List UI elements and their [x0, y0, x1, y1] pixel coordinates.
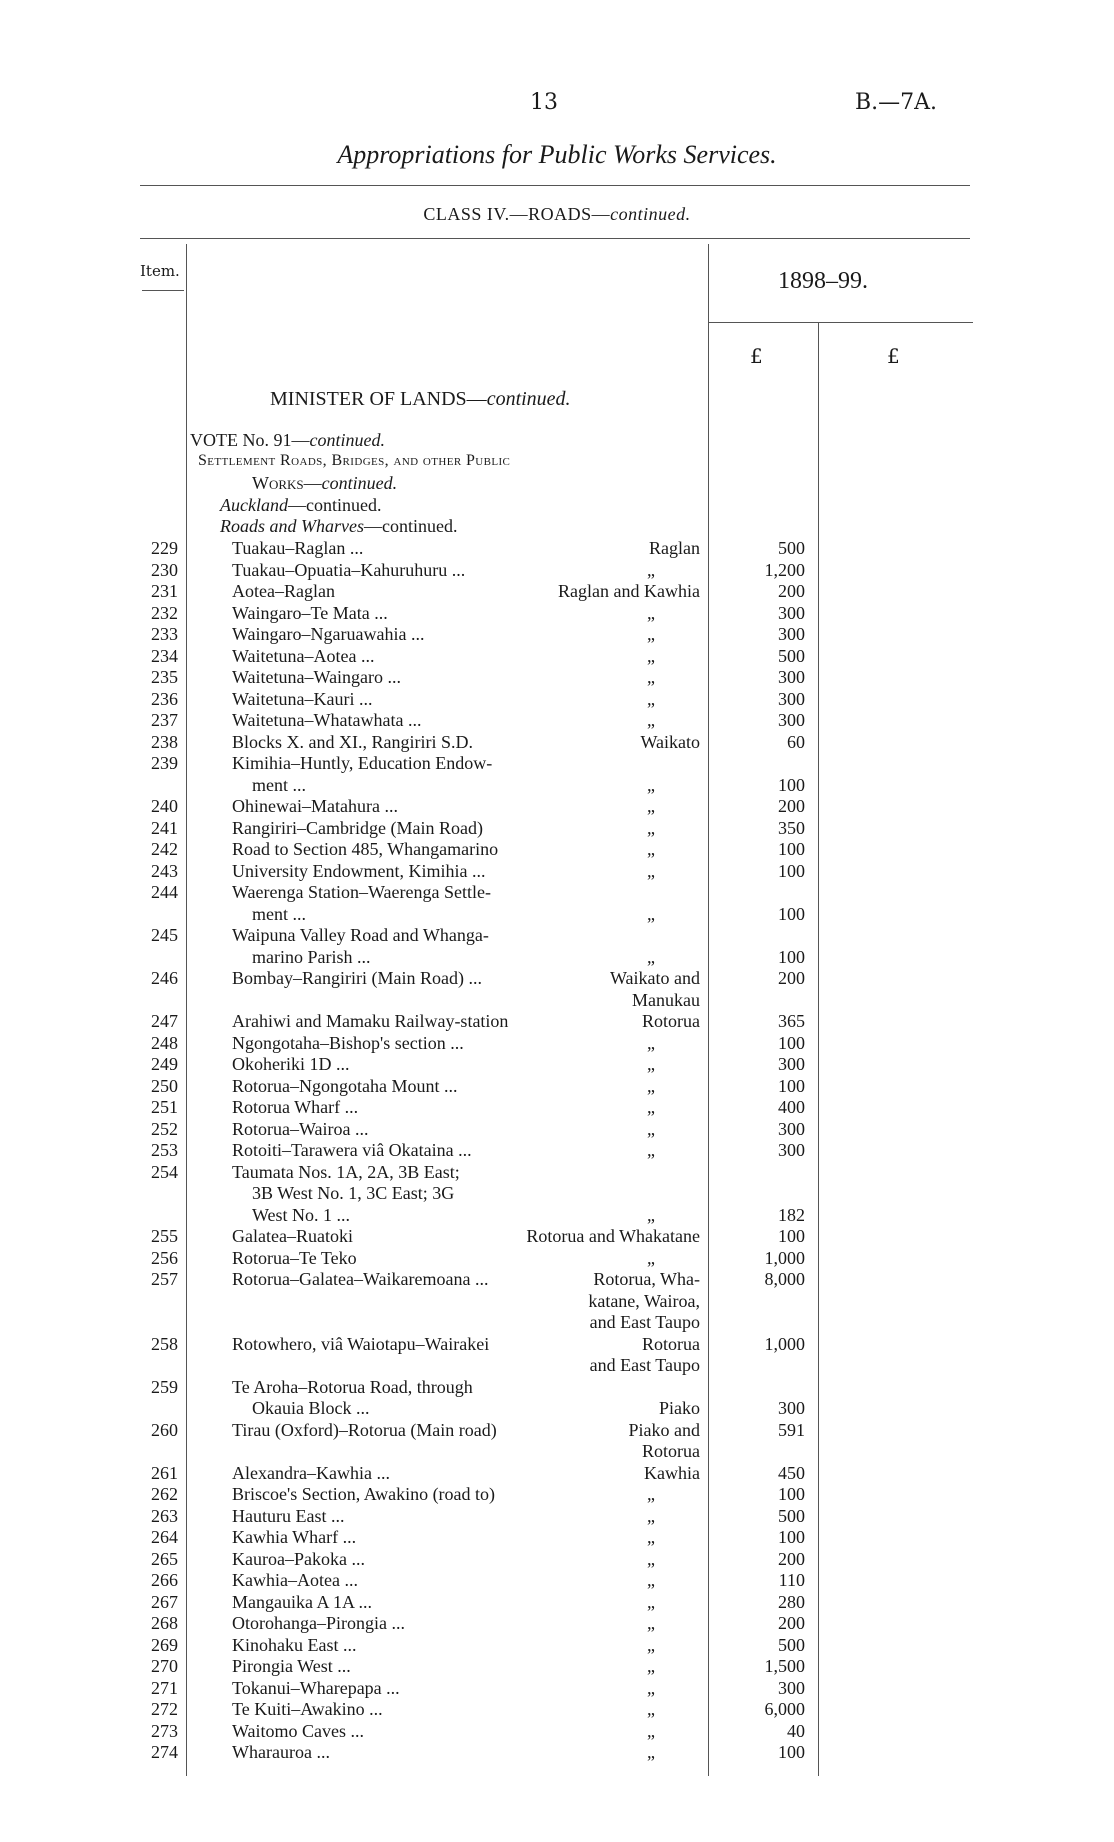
- amount: 400: [778, 1097, 805, 1117]
- electorate: „: [647, 1527, 655, 1547]
- electorate: „: [647, 688, 655, 709]
- table-row: [0, 1162, 1114, 1227]
- item-number: 273: [151, 1720, 178, 1741]
- amount: 100: [778, 1075, 805, 1096]
- item-number: 248: [151, 1032, 178, 1053]
- item-number: 246: [151, 968, 178, 988]
- table-row: [0, 710, 1114, 732]
- electorate: „: [647, 1548, 655, 1569]
- subsection-name: Roads and Wharves: [220, 516, 364, 536]
- year-header-rule: [708, 322, 973, 323]
- road-name: University Endowment, Kimihia ...: [232, 860, 486, 881]
- item-number: 231: [151, 581, 178, 601]
- document-reference: B.—7A.: [855, 90, 938, 115]
- road-name: Wharauroa ...: [232, 1742, 330, 1762]
- item-number: 263: [151, 1505, 178, 1526]
- amount: 200: [778, 581, 805, 601]
- table-row: [0, 1699, 1114, 1721]
- road-name: Aotea–Raglan: [232, 581, 335, 601]
- item-number: 267: [151, 1591, 178, 1612]
- table-row: [0, 861, 1114, 883]
- electorate: „: [647, 1656, 655, 1676]
- electorate: „: [647, 1247, 655, 1268]
- table-row: [0, 1269, 1114, 1334]
- electorate: „: [647, 1591, 655, 1612]
- settlement-heading-works: Works—: [252, 473, 322, 493]
- item-number: 258: [151, 1333, 178, 1354]
- road-name: Waitetuna–Whatawhata ...: [232, 710, 422, 730]
- page-number: 13: [530, 90, 558, 115]
- amount: 300: [778, 667, 805, 687]
- amount: 100: [778, 1032, 805, 1053]
- table-row: [0, 753, 1114, 796]
- road-name: Taumata Nos. 1A, 2A, 3B East;: [232, 1161, 460, 1182]
- electorate: „: [647, 774, 655, 795]
- item-number: 253: [151, 1140, 178, 1160]
- road-name: Bombay–Rangiriri (Main Road) ...: [232, 968, 482, 988]
- amount: 1,200: [764, 559, 805, 580]
- district-name: Auckland: [220, 495, 288, 515]
- road-name: Te Kuiti–Awakino ...: [232, 1699, 383, 1719]
- item-number: 256: [151, 1247, 178, 1268]
- electorate: Manukau: [632, 989, 700, 1010]
- item-number: 265: [151, 1548, 178, 1569]
- amount: 280: [778, 1591, 805, 1612]
- electorate: „: [647, 559, 655, 580]
- item-number: 242: [151, 839, 178, 859]
- table-row: [0, 1506, 1114, 1528]
- road-name: Tuakau–Opuatia–Kahuruhuru ...: [232, 559, 466, 580]
- road-name: Ohinewai–Matahura ...: [232, 796, 398, 816]
- title-rule: [140, 185, 970, 186]
- table-row: [0, 1076, 1114, 1098]
- item-number: 272: [151, 1699, 178, 1719]
- road-name: Kinohaku East ...: [232, 1634, 357, 1655]
- electorate: „: [647, 817, 655, 838]
- road-name: Waerenga Station–Waerenga Settle-: [232, 882, 491, 902]
- subsection-continued: —continued.: [363, 516, 458, 536]
- amount: 100: [778, 774, 805, 795]
- vote-heading: [190, 430, 385, 451]
- item-number: 244: [151, 882, 178, 902]
- item-number: 266: [151, 1570, 178, 1590]
- table-row: [0, 1635, 1114, 1657]
- amount: 300: [778, 1677, 805, 1698]
- item-number: 235: [151, 667, 178, 687]
- item-number: 254: [151, 1161, 178, 1182]
- table-row: [0, 1226, 1114, 1248]
- electorate: „: [647, 1505, 655, 1526]
- table-row: [0, 1097, 1114, 1119]
- electorate: Piako and: [628, 1419, 700, 1440]
- table-row: [0, 560, 1114, 582]
- page-title: Appropriations for Public Works Services.: [337, 140, 777, 169]
- road-name: Te Aroha–Rotorua Road, through: [232, 1376, 473, 1397]
- year-column-header: 1898–99.: [778, 268, 868, 294]
- table-row: [0, 1721, 1114, 1743]
- settlement-heading-line1: Settlement Roads, Bridges, and other Public: [198, 452, 511, 469]
- road-name: Kawhia Wharf ...: [232, 1527, 357, 1547]
- electorate: „: [647, 903, 655, 924]
- item-number: 261: [151, 1462, 178, 1483]
- electorate: Raglan: [649, 538, 700, 558]
- vote-heading-text: VOTE No. 91—: [190, 430, 310, 450]
- table-row: [0, 1334, 1114, 1377]
- item-number: 262: [151, 1484, 178, 1504]
- amount: 40: [787, 1720, 805, 1741]
- currency-symbol-2: £: [887, 344, 900, 368]
- electorate: „: [647, 1118, 655, 1139]
- table-row: [0, 1140, 1114, 1162]
- amount: 100: [778, 1484, 805, 1504]
- item-number: 264: [151, 1527, 178, 1547]
- item-number: 229: [151, 538, 178, 558]
- amount: 200: [778, 1548, 805, 1569]
- road-name: Galatea–Ruatoki: [232, 1226, 353, 1246]
- item-number: 251: [151, 1097, 178, 1117]
- road-name: Rotorua–Wairoa ...: [232, 1118, 369, 1139]
- electorate: Waikato: [640, 731, 700, 752]
- item-number: 268: [151, 1613, 178, 1633]
- item-number: 234: [151, 645, 178, 666]
- electorate: Rotorua: [642, 1441, 700, 1461]
- item-number: 250: [151, 1075, 178, 1096]
- road-name: Alexandra–Kawhia ...: [232, 1462, 390, 1483]
- road-name: Waipuna Valley Road and Whanga-: [232, 925, 489, 945]
- table-row: [0, 1033, 1114, 1055]
- table-row: [0, 581, 1114, 603]
- road-name: Kimihia–Huntly, Education Endow-: [232, 753, 493, 773]
- electorate: Rotorua: [642, 1333, 700, 1354]
- amount: 300: [778, 1054, 805, 1074]
- electorate: Kawhia: [644, 1462, 700, 1483]
- road-name: Okauia Block ...: [252, 1398, 370, 1418]
- amount: 500: [778, 645, 805, 666]
- electorate: Raglan and Kawhia: [558, 581, 700, 601]
- amount: 300: [778, 710, 805, 730]
- item-number: 255: [151, 1226, 178, 1246]
- amount: 300: [778, 688, 805, 709]
- amount: 1,000: [764, 1333, 805, 1354]
- amount: 300: [778, 624, 805, 644]
- electorate: „: [647, 667, 655, 687]
- amount: 8,000: [764, 1269, 805, 1289]
- item-number: 245: [151, 925, 178, 945]
- item-number: 247: [151, 1011, 178, 1031]
- amount: 450: [778, 1462, 805, 1483]
- table-row: [0, 818, 1114, 840]
- road-name: marino Parish ...: [252, 946, 371, 967]
- road-name: Rotorua–Ngongotaha Mount ...: [232, 1075, 458, 1096]
- amount: 100: [778, 839, 805, 859]
- electorate: „: [647, 1677, 655, 1698]
- table-row: [0, 1119, 1114, 1141]
- table-row: [0, 968, 1114, 1011]
- item-number: 260: [151, 1419, 178, 1440]
- amount: 365: [778, 1011, 805, 1031]
- item-number: 237: [151, 710, 178, 730]
- table-row: [0, 732, 1114, 754]
- settlement-heading-line2: [252, 473, 397, 494]
- item-number: 257: [151, 1269, 178, 1289]
- amount: 100: [778, 903, 805, 924]
- item-number: 236: [151, 688, 178, 709]
- table-row: [0, 1656, 1114, 1678]
- amount: 300: [778, 1140, 805, 1160]
- road-name: Hauturu East ...: [232, 1505, 345, 1526]
- electorate: „: [647, 1097, 655, 1117]
- item-number: 270: [151, 1656, 178, 1676]
- road-name: Rotorua–Galatea–Waikaremoana ...: [232, 1269, 489, 1289]
- road-name: 3B West No. 1, 3C East; 3G: [252, 1183, 455, 1203]
- road-name: Waitetuna–Aotea ...: [232, 645, 375, 666]
- table-row: [0, 1377, 1114, 1420]
- road-name: Rotorua Wharf ...: [232, 1097, 359, 1117]
- road-name: Otorohanga–Pirongia ...: [232, 1613, 405, 1633]
- table-row: [0, 538, 1114, 560]
- item-number: 230: [151, 559, 178, 580]
- table-row: [0, 1570, 1114, 1592]
- district-continued: —continued.: [287, 495, 382, 515]
- road-name: Ngongotaha–Bishop's section ...: [232, 1032, 464, 1053]
- item-number: 269: [151, 1634, 178, 1655]
- road-name: Arahiwi and Mamaku Railway-station: [232, 1011, 509, 1031]
- table-row: [0, 1420, 1114, 1463]
- item-number: 233: [151, 624, 178, 644]
- item-number: 259: [151, 1376, 178, 1397]
- amount: 300: [778, 1398, 805, 1418]
- table-row: [0, 796, 1114, 818]
- amount: 300: [778, 1118, 805, 1139]
- road-name: West No. 1 ...: [252, 1204, 351, 1225]
- road-name: Waingaro–Ngaruawahia ...: [232, 624, 425, 644]
- electorate: „: [647, 710, 655, 730]
- electorate: „: [647, 1613, 655, 1633]
- amount: 591: [778, 1419, 805, 1440]
- settlement-heading-continued: continued.: [321, 473, 398, 493]
- electorate: „: [647, 1140, 655, 1160]
- electorate: „: [647, 860, 655, 881]
- vote-heading-continued: continued.: [309, 430, 385, 450]
- road-name: ment ...: [252, 903, 306, 924]
- table-row: [0, 1742, 1114, 1764]
- road-name: Okoheriki 1D ...: [232, 1054, 350, 1074]
- electorate: „: [647, 645, 655, 666]
- table-row: [0, 646, 1114, 668]
- road-name: Road to Section 485, Whangamarino: [232, 839, 499, 859]
- item-number: 274: [151, 1742, 178, 1762]
- road-name: Kauroa–Pakoka ...: [232, 1548, 365, 1569]
- amount: 200: [778, 968, 805, 988]
- road-name: Blocks X. and XI., Rangiriri S.D.: [232, 731, 473, 752]
- district-heading: [220, 495, 381, 516]
- table-row: [0, 667, 1114, 689]
- electorate: Rotorua and Whakatane: [526, 1226, 700, 1246]
- table-row: [0, 1592, 1114, 1614]
- table-row: [0, 882, 1114, 925]
- amount: 110: [778, 1570, 805, 1590]
- amount: 1,000: [764, 1247, 805, 1268]
- table-row: [0, 1613, 1114, 1635]
- amount: 60: [787, 731, 805, 752]
- electorate: „: [647, 1204, 655, 1225]
- item-number: 238: [151, 731, 178, 752]
- table-row: [0, 1054, 1114, 1076]
- table-row: [0, 925, 1114, 968]
- road-name: Rotowhero, viâ Waiotapu–Wairakei: [232, 1333, 490, 1354]
- amount: 1,500: [764, 1656, 805, 1676]
- item-number: 252: [151, 1118, 178, 1139]
- road-name: Tuakau–Raglan ...: [232, 538, 364, 558]
- amount: 6,000: [764, 1699, 805, 1719]
- item-number: 271: [151, 1677, 178, 1698]
- item-number: 240: [151, 796, 178, 816]
- road-name: Mangauika A 1A ...: [232, 1591, 372, 1612]
- table-row: [0, 1678, 1114, 1700]
- table-row: [0, 1484, 1114, 1506]
- electorate: „: [647, 946, 655, 967]
- table-row: [0, 603, 1114, 625]
- electorate: „: [647, 1484, 655, 1504]
- item-column-header: Item.: [140, 262, 180, 280]
- road-name: Rotorua–Te Teko: [232, 1247, 357, 1268]
- table-row: [0, 689, 1114, 711]
- electorate: „: [647, 1032, 655, 1053]
- road-name: Waitomo Caves ...: [232, 1720, 365, 1741]
- amount: 100: [778, 1226, 805, 1246]
- electorate: and East Taupo: [589, 1355, 700, 1375]
- amount: 100: [778, 1742, 805, 1762]
- amount: 500: [778, 1505, 805, 1526]
- table-row: [0, 1527, 1114, 1549]
- electorate: „: [647, 1634, 655, 1655]
- table-row: [0, 1248, 1114, 1270]
- road-name: Briscoe's Section, Awakino (road to): [232, 1484, 496, 1504]
- road-name: Kawhia–Aotea ...: [232, 1570, 358, 1590]
- amount: 300: [778, 602, 805, 623]
- class-heading: [0, 204, 1114, 225]
- currency-symbol-1: £: [750, 344, 763, 368]
- table-top-rule: [140, 238, 970, 239]
- road-name: Waitetuna–Kauri ...: [232, 688, 373, 709]
- electorate: „: [647, 839, 655, 859]
- minister-heading-text: MINISTER OF LANDS—: [270, 388, 487, 410]
- electorate: „: [647, 1075, 655, 1096]
- electorate: „: [647, 1720, 655, 1741]
- item-number: 232: [151, 602, 178, 623]
- road-name: Waitetuna–Waingaro ...: [232, 667, 402, 687]
- road-name: Rangiriri–Cambridge (Main Road): [232, 817, 483, 838]
- amount: 100: [778, 946, 805, 967]
- electorate: Rotorua, Wha-: [593, 1269, 700, 1289]
- item-number: 239: [151, 753, 178, 773]
- amount: 500: [778, 538, 805, 558]
- road-name: Rotoiti–Tarawera viâ Okataina ...: [232, 1140, 472, 1160]
- road-name: ment ...: [252, 774, 306, 795]
- amount: 200: [778, 796, 805, 816]
- electorate: „: [647, 602, 655, 623]
- electorate: „: [647, 1699, 655, 1719]
- table-row: [0, 624, 1114, 646]
- electorate: „: [647, 1742, 655, 1762]
- subsection-heading: [220, 516, 457, 537]
- table-row: [0, 839, 1114, 861]
- item-number: 243: [151, 860, 178, 881]
- amount: 350: [778, 817, 805, 838]
- road-name: Pirongia West ...: [232, 1656, 351, 1676]
- amount: 182: [778, 1204, 805, 1225]
- road-name: Tokanui–Wharepapa ...: [232, 1677, 400, 1698]
- minister-heading: [270, 388, 571, 411]
- item-number: 249: [151, 1054, 178, 1074]
- item-header-rule: [142, 290, 184, 291]
- electorate: Rotorua: [642, 1011, 700, 1031]
- minister-heading-continued: continued.: [486, 388, 571, 410]
- amount: 100: [778, 860, 805, 881]
- amount: 200: [778, 1613, 805, 1633]
- electorate: „: [647, 1054, 655, 1074]
- electorate: and East Taupo: [589, 1312, 700, 1332]
- class-heading-text: CLASS IV.—ROADS—: [423, 204, 611, 224]
- table-row: [0, 1463, 1114, 1485]
- electorate: Waikato and: [609, 968, 700, 988]
- class-heading-continued: continued.: [610, 204, 691, 224]
- electorate: „: [647, 796, 655, 816]
- road-name: Waingaro–Te Mata ...: [232, 602, 388, 623]
- amount: 100: [778, 1527, 805, 1547]
- road-name: Tirau (Oxford)–Rotorua (Main road): [232, 1419, 497, 1440]
- electorate: „: [647, 1570, 655, 1590]
- amount: 500: [778, 1634, 805, 1655]
- electorate: „: [647, 624, 655, 644]
- electorate: Piako: [658, 1398, 700, 1418]
- table-row: [0, 1011, 1114, 1033]
- item-number: 241: [151, 817, 178, 838]
- electorate: katane, Wairoa,: [588, 1290, 700, 1311]
- table-row: [0, 1549, 1114, 1571]
